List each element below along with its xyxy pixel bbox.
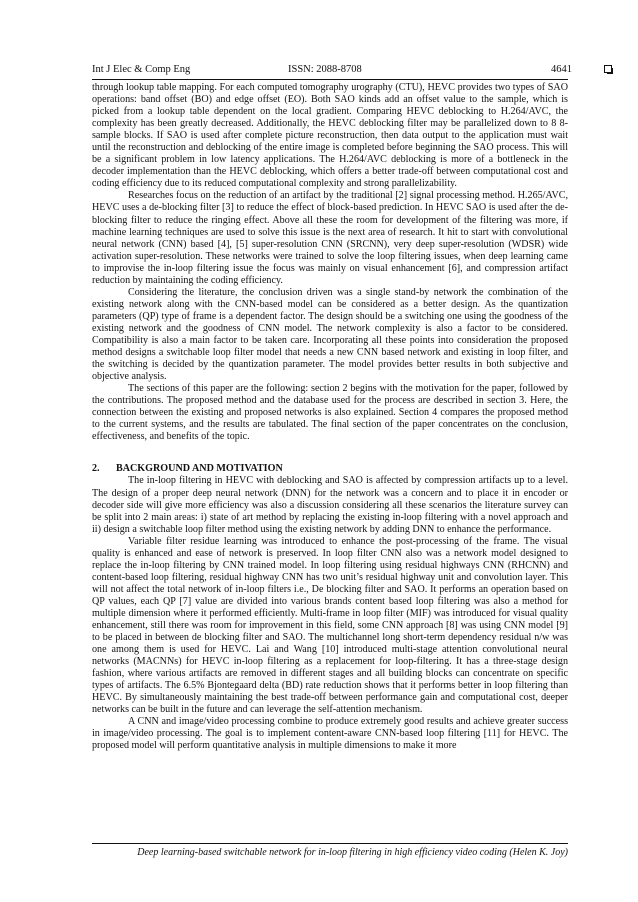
- paragraph: Considering the literature, the conclusion driven was a single stand-by network the combination of the existing network along with the CNN-based model can be considered as a better design. As the quantization parameters (QP) type of frame is a dependent factor. The design should be a switching one using the goodness of the existing network and the goodness of CNN model. The network complexity is also a factor to be considered. Compatibility is also a main factor to be taken care. Incorporating all these points into consideration the proposed method designs a switchable loop filter model that needs a new CNN based network and existing in loop filter, and the switching is decided by the quantization parameter. The model provides better results in both subjective and objective analysis.: [92, 286, 568, 383]
- journal-name: Int J Elec & Comp Eng: [92, 64, 191, 75]
- paragraph: A CNN and image/video processing combine to produce extremely good results and achieve greater success in image/video processing. The goal is to implement content-aware CNN-based loop filtering [11] for HEVC. The proposed model will perform quantitative analysis in multiple dimensions to make it more: [92, 716, 568, 752]
- page-box-icon: [604, 65, 612, 73]
- paragraph: The sections of this paper are the following: section 2 begins with the motivation for the paper, followed by the contributions. The proposed method and the database used for the process are described in section 3. Here, the connection between the existing and proposed networks is also explained. Section 4 compares the proposed method to the current systems, and the results are tabulated. The final section of the paper concentrates on the conclusion, effectiveness, and benefits of the topic.: [92, 383, 568, 443]
- section-number: 2.: [92, 463, 100, 475]
- header-rule: [92, 79, 568, 80]
- issn: ISSN: 2088-8708: [288, 64, 362, 75]
- paragraph: Variable filter residue learning was introduced to enhance the post-processing of the frame. The visual quality is enhanced and ease of network is preserved. In loop filter CNN also was a network model designed to replace the in-loop filtering by CNN trained model. In loop filtering using residual highways CNN (RHCNN) and content-based loop filtering, residual highway CNN has two unit’s residual highway unit and convolution layer. This will not affect the total network of in-loop filters i.e., De blocking filter and SAO. It performs an operation based on QP values, each QP [7] value are divided into various brands content based loop filtering was also a method for multiple dimension where it performed efficiently. Multi-frame in loop filter (MIF) was introduced for visual quality enhancement, still there was room for improvement in this field, some CNN approach [8] was using CNN model [9] to be placed in between de blocking filter and SAO. The multichannel long short-term dependency residual n/w was one among them is used for HEVC. Lai and Wang [10] introduced multi-stage attention convolutional neural networks (MACNNs) for HEVC in-loop filtering as a replacement for loop-filtering. It has a three-stage design fashion, where various artifacts are removed in different stages and all building blocks can concentrate on specific types of artifacts. The 6.5% Bjontegaard delta (BD) rate reduction shows that it performs better in loop filtering than HEVC. By simultaneously maintaining the best trade-off between performance gain and computational cost, deeper networks can be built in the future and can leverage the self-attention mechanism.: [92, 535, 568, 716]
- paragraph: The in-loop filtering in HEVC with deblocking and SAO is affected by compression artifacts up to a level. The design of a proper deep neural network (DNN) for the network was a concern and to place it in encoder or decoder side will give more efficiency was also a discussion considering all these scenarios the literature survey can be split into 2 main areas: i) state of art method by replacing the existing in-loop filtering with a novel approach and ii) design a switchable loop filter method using the existing network by adding DNN to enhance the performance.: [92, 475, 568, 535]
- section-heading: [92, 463, 568, 475]
- body-text: [92, 82, 568, 753]
- running-header: [92, 62, 572, 78]
- paragraph: through lookup table mapping. For each computed tomography urography (CTU), HEVC provides two types of SAO operations: band offset (BO) and edge offset (EO). Both SAO kinds add an offset value to the sample, which is picked from a lookup table dependent on the local gradient. Comparing HEVC deblocking to H.264/AVC, the complexity has been greatly decreased. Additionally, the HEVC deblocking filter may be parallelized down to 8 8-sample blocks. If SAO is used after complete picture reconstruction, then data output to the application must wait until the reconstruction and deblocking of the entire image is completed before beginning the SAO process. This will be a significant problem in low latency applications. The H.264/AVC deblocking is more of a bottleneck in the decoder implementation than the HEVC deblocking, which offers a better trade-off between computational cost and coding efficiency due to its reduced computational complexity and strong parallelizability.: [92, 82, 568, 190]
- footer-rule: [92, 843, 568, 844]
- section-title: BACKGROUND AND MOTIVATION: [116, 463, 283, 475]
- paragraph: Researches focus on the reduction of an artifact by the traditional [2] signal processing method. H.265/AVC, HEVC uses a de-blocking filter [3] to reduce the effect of block-based prediction. In HEVC SAO is used after the de-blocking filter to reduce the ringing effect. Above all these the room for development of the filtering was more, if machine learning techniques are used to solve this issue is the next area of research. It hit to start with convolutional neural network (CNN) based [4], [5] super-resolution CNN (SRCNN), very deep super-resolution (WDSR) wide activation super-resolution. These networks were trained to solve the loop filtering issues, when deep learning came to improvise the in-loop filtering issue the focus was mainly on visual enhancement [6], and compression artifact reduction by maintaining the coding efficiency.: [92, 190, 568, 286]
- page-number: 4641: [551, 64, 572, 75]
- running-footer: Deep learning-based switchable network for in-loop filtering in high efficiency video coding (Helen K. Joy): [137, 847, 568, 858]
